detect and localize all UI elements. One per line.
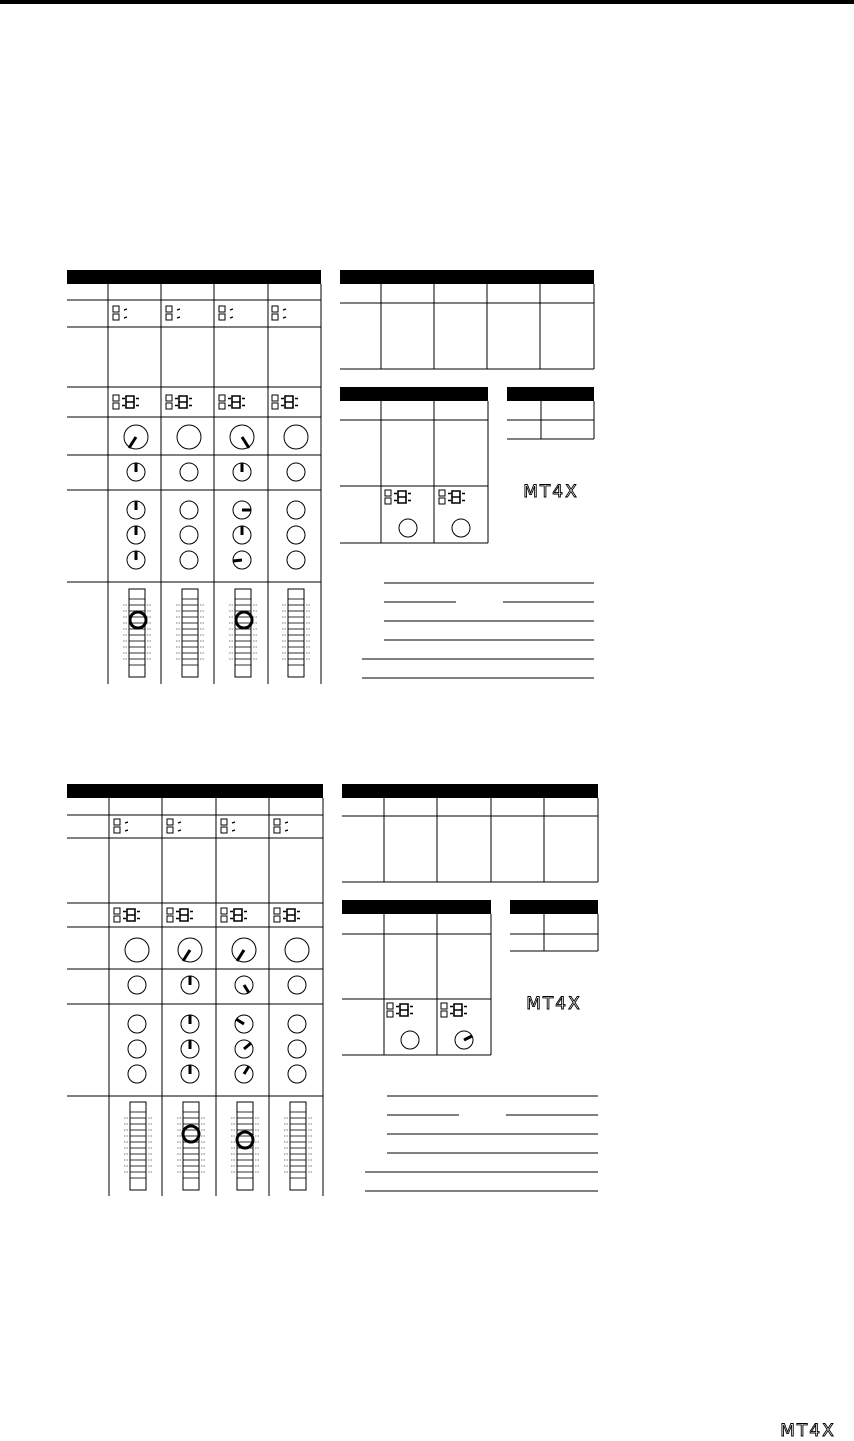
diagram-1 (67, 270, 594, 684)
aux-knob-2-ch1 (128, 976, 146, 994)
eq-knobs-2-ch4 (288, 1015, 306, 1083)
master-section-table-2 (342, 900, 491, 1055)
eq-knobs-2-ch3 (235, 1015, 253, 1083)
small-table-2 (510, 900, 598, 951)
eq-knobs-ch2 (180, 501, 198, 569)
aux-knob-ch3 (233, 463, 251, 481)
fader-2-ch3 (231, 1102, 259, 1190)
fader-ch2 (176, 589, 204, 677)
eq-knobs-2-ch1 (128, 1015, 146, 1083)
write-in-lines-1 (362, 583, 594, 678)
tape-track-table-1 (340, 270, 594, 369)
pan-knob-ch3 (230, 425, 254, 449)
pan-knob-2-ch3 (232, 938, 256, 962)
channel-strip-table-2 (67, 784, 323, 1196)
fader-2-ch1 (124, 1102, 152, 1190)
fader-ch1 (123, 589, 151, 677)
aux-knob-2-ch3 (235, 976, 253, 994)
diagram-2 (67, 784, 598, 1196)
fader-ch3 (229, 589, 257, 677)
master-section-table-1 (340, 387, 488, 543)
pan-knob-ch4 (284, 425, 308, 449)
aux-knob-ch4 (287, 463, 305, 481)
aux-knob-2-ch4 (288, 976, 306, 994)
small-table-1 (507, 387, 594, 439)
brand-logo-2: MT4X (526, 994, 582, 1014)
write-in-lines-2 (365, 1096, 598, 1191)
aux-knob-ch2 (180, 463, 198, 481)
eq-knobs-ch4 (287, 501, 305, 569)
pan-knob-ch1 (124, 425, 148, 449)
pan-knob-ch2 (177, 425, 201, 449)
pan-knob-2-ch2 (178, 938, 202, 962)
eq-knobs-ch3 (233, 501, 251, 569)
pan-knob-2-ch4 (285, 938, 309, 962)
fader-2-ch2 (177, 1102, 205, 1190)
footer-brand-logo: MT4X (780, 1421, 836, 1441)
fader-2-ch4 (284, 1102, 312, 1190)
brand-logo: MT4X (523, 482, 579, 502)
fader-ch4 (282, 589, 310, 677)
aux-knob-ch1 (127, 463, 145, 481)
tape-track-table-2 (342, 784, 598, 882)
eq-knobs-2-ch2 (181, 1015, 199, 1083)
aux-knob-2-ch2 (181, 976, 199, 994)
channel-strip-table-1 (67, 270, 321, 684)
pan-knob-2-ch1 (125, 938, 149, 962)
eq-knobs-ch1 (127, 501, 145, 569)
